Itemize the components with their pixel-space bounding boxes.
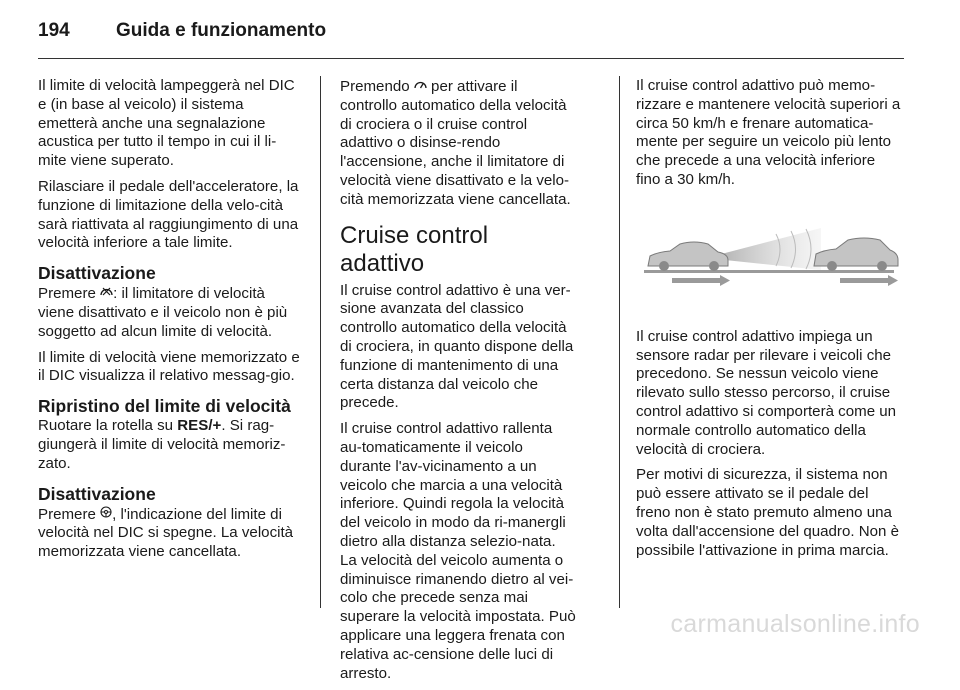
column-2 <box>340 77 576 690</box>
paragraph: Il limite di velocità lampeggerà nel DIC e (in base al veicolo) il sistema emetterà anche una segnalazione acustica per tutto il tempo in cui il li-mite viene superato. <box>38 77 295 170</box>
watermark: carmanualsonline.info <box>670 610 920 638</box>
column-divider <box>619 76 620 608</box>
section-title: Cruise control adattivo <box>340 221 489 277</box>
paragraph: Il limite di velocità viene memorizzato e il DIC visualizza il relativo messag-gio. <box>38 348 300 385</box>
section-heading: Ripristino del limite di velocità <box>38 396 291 417</box>
section-heading: Disattivazione <box>38 263 156 284</box>
column-1 <box>38 77 304 569</box>
paragraph: Il cruise control adattivo rallenta au-tomaticamente il veicolo durante l'av-vicinamento a un veicolo che marcia a una velocità inferiore. Quindi regola la velocità del veicolo in modo da ri-manergli dietro alla distanza selezio-nata. La velocità del veicolo aumenta o diminuisce rimanendo dietro al vei-colo che precede senza mai superare la velocità impostata. Può applicare una leggera frenata con relativa ac-censione delle luci di arresto. <box>340 420 576 682</box>
column-3 <box>636 77 902 567</box>
page-title: Guida e funzionamento <box>116 20 327 41</box>
paragraph: Rilasciare il pedale dell'acceleratore, la funzione di limitazione della velo-cità sarà riattivata al raggiungimento di una velocità inferiore a tale limite. <box>38 177 299 252</box>
steering-wheel-icon <box>100 505 112 524</box>
page-number: 194 <box>38 20 70 41</box>
paragraph: Il cruise control adattivo impiega un sensore radar per rilevare i veicoli che precedono. Se nessun veicolo viene rilevato sullo stesso percorso, il cruise control adattivo si comporterà come un normale controllo automatico della velocità di crociera. <box>636 327 897 458</box>
header-divider <box>38 58 904 59</box>
cruise-control-icon <box>414 77 427 96</box>
paragraph: Premendo per attivare il controllo automatico della velocità di crociera o il cruise control adattivo o disinse-rendo l'accensione, anche il limitatore di velocità viene disattivato e la velo-cità memorizzata viene cancellata. <box>340 78 571 208</box>
res-plus-label: RES/+ <box>177 417 222 435</box>
paragraph: Il cruise control adattivo è una ver-sione avanzata del classico controllo automatico della velocità di crociera, in quanto dispone della funzione di mantenimento di una certa distanza dal veicolo che precede. <box>340 281 574 412</box>
paragraph: Per motivi di sicurezza, il sistema non può essere attivato se il pedale del freno non è stato premuto almeno una volta dall'accensione del quadro. Non è possibile l'attivazione in prima marcia. <box>636 466 900 559</box>
road-line <box>644 270 894 273</box>
section-heading: Disattivazione <box>38 483 156 504</box>
paragraph: Ruotare la rotella su RES/+. Si rag-giungerà il limite di velocità memoriz-zato. <box>38 417 286 472</box>
column-divider <box>320 76 321 608</box>
adaptive-cruise-illustration <box>636 202 902 312</box>
speed-limiter-off-icon <box>100 284 113 303</box>
paragraph: Il cruise control adattivo può memo-rizzare e mantenere velocità superiori a circa 50 km/h e frenare automatica-mente per seguire un veicolo più lento che precede a una velocità inferiore fino a 30 km/h. <box>636 77 901 188</box>
paragraph: Premere : il limitatore di velocità viene disattivato e il veicolo non è più soggetto ad alcun limite di velocità. <box>38 285 288 340</box>
paragraph: Premere , l'indicazione del limite di velocità nel DIC si spegne. La velocità memorizzata viene cancellata. <box>38 505 294 561</box>
